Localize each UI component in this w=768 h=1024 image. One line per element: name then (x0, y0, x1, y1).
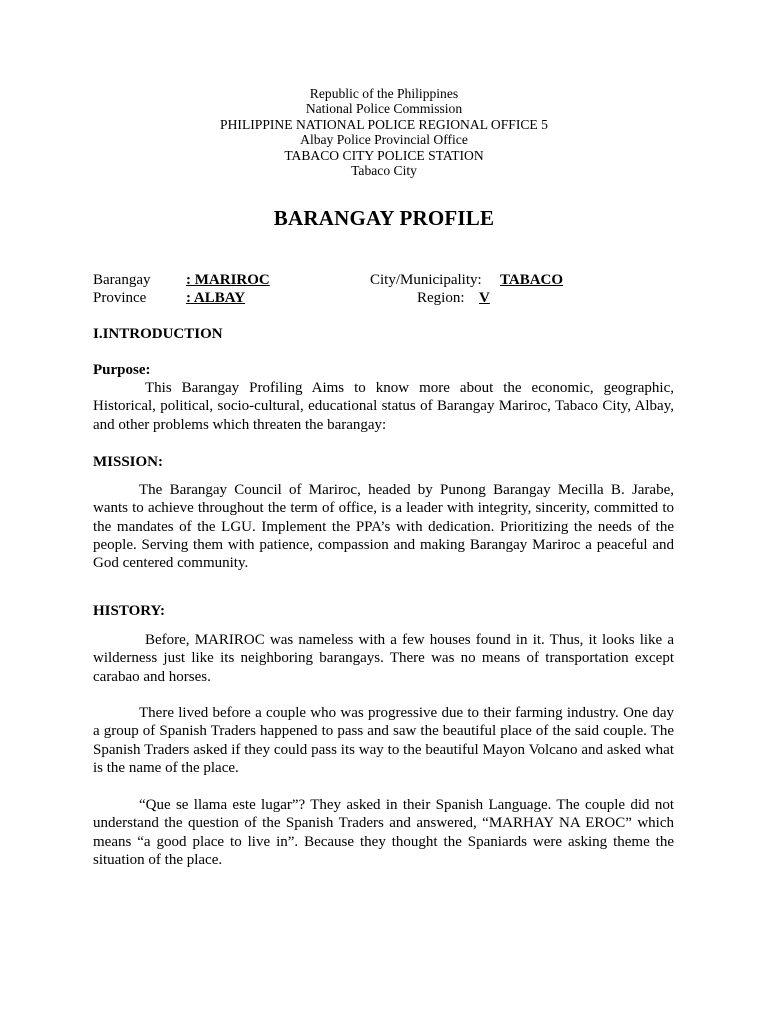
introduction-heading: I.INTRODUCTION (93, 326, 223, 342)
document-title: BARANGAY PROFILE (273, 206, 495, 230)
header-line-police-station: TABACO CITY POLICE STATION (284, 147, 484, 163)
province-value: : ALBAY (186, 290, 246, 306)
mission-paragraph (93, 481, 674, 572)
header-line-commission: National Police Commission (305, 101, 463, 117)
history-paragraph-1 (93, 631, 674, 686)
barangay-label: Barangay (93, 272, 151, 288)
city-label: City/Municipality: (370, 272, 482, 288)
purpose-text: This Barangay Profiling Aims to know more about the economic, geographic, Historical, political, socio-cultural, educational status of Barangay Mariroc, Tabaco City, Albay, and other problems which threaten the barangay: (93, 380, 674, 433)
mission-heading: MISSION: (93, 454, 164, 470)
mission-text: The Barangay Council of Mariroc, headed by Punong Barangay Mecilla B. Jarabe, wants to achieve throughout the term of office, is a leader with integrity, sincerity, committed to the mandates of the LGU. Implement the PPA’s with dedication. Prioritizing the needs of the people. Serving them with patience, compassion and making Barangay Mariroc a peaceful and God centered community. (93, 482, 674, 572)
history-paragraph-2 (93, 704, 674, 777)
header-line-republic: Republic of the Philippines (309, 86, 459, 101)
history-paragraph-3 (93, 796, 674, 869)
history-text-3: “Que se llama este lugar”? They asked in their Spanish Language. The couple did not understand the question of the Spanish Traders and answered, “MARHAY NA EROC” which means “a good place to live in”. Because they thought the Spaniards were asking theme the situation of the place. (93, 797, 674, 868)
letterhead (0, 86, 768, 178)
header-line-regional-office: PHILIPPINE NATIONAL POLICE REGIONAL OFFICE 5 (220, 116, 548, 132)
barangay-value: : MARIROC (186, 272, 270, 288)
history-text-1: Before, MARIROC was nameless with a few houses found in it. Thus, it looks like a wilderness just like its neighboring barangays. There was no means of transportation except carabao and horses. (93, 632, 674, 685)
history-heading: HISTORY: (93, 603, 166, 619)
region-value: V (479, 290, 490, 306)
region-label: Region: (417, 290, 465, 306)
header-line-provincial-office: Albay Police Provincial Office (300, 132, 468, 148)
history-text-2: There lived before a couple who was progressive due to their farming industry. One day a group of Spanish Traders happened to pass and saw the beautiful place of the said couple. The Spanish Traders asked if they could pass its way to the beautiful Mayon Volcano and asked what is the name of the place. (93, 705, 674, 776)
header-line-city: Tabaco City (351, 163, 417, 179)
purpose-heading: Purpose: (93, 362, 151, 378)
city-value: TABACO (500, 272, 564, 288)
province-label: Province (93, 290, 147, 306)
purpose-paragraph (93, 379, 674, 434)
